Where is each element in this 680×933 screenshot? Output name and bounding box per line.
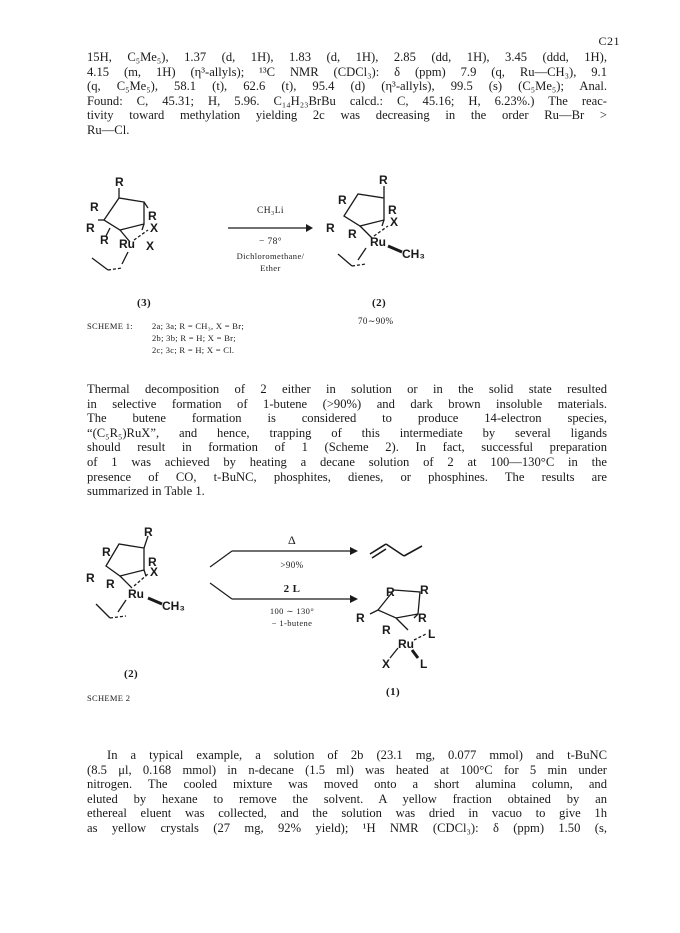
- text-line: summarized in Table 1.: [87, 484, 205, 499]
- scheme2-label-compound-1: (1): [386, 686, 401, 698]
- text-line: “(C₅R₅)RuX”, and hence, trapping of this intermediate by several ligands: [87, 425, 607, 440]
- r-label: R: [418, 611, 427, 625]
- x-label: X: [150, 565, 159, 579]
- ru-label: Ru: [128, 587, 144, 601]
- scheme2-top-yield: >90%: [280, 560, 304, 570]
- scheme2-butene-loss: − 1-butene: [271, 618, 313, 628]
- text-line: tivity toward methylation yielding 2c was decreasing in the order Ru—Br >: [87, 108, 607, 123]
- scheme1-compound-3-structure: [86, 175, 196, 290]
- paragraph-thermal-decomposition: [87, 382, 607, 499]
- text-line: of 1 was achieved by heating a decane solution of 2 at 100—130°C in the: [87, 454, 607, 469]
- x-label: X: [382, 657, 391, 671]
- r-label: R: [326, 221, 335, 235]
- r-label: R: [348, 227, 357, 241]
- ru-label: Ru: [398, 637, 414, 651]
- scheme2-temperature: 100 ∼ 130°: [269, 606, 315, 616]
- r-label: R: [115, 175, 124, 189]
- x-label: X: [146, 239, 155, 253]
- text-line: The butene formation is considered to produce 14-electron species,: [87, 411, 607, 426]
- scheme1-caption-row: 2b; 3b; R = H; X = Br;: [152, 333, 236, 343]
- x-label: X: [390, 215, 399, 229]
- scheme1-solvent: Ether: [260, 263, 281, 273]
- text-line: Ru—Cl.: [87, 122, 130, 137]
- r-label: R: [102, 545, 111, 559]
- scheme1-caption-row: 2c; 3c; R = H; X = Cl.: [152, 345, 235, 355]
- page-number: C21: [598, 34, 620, 48]
- text-line: 15H, C₅Me₅), 1.37 (d, 1H), 1.83 (d, 1H), 2.85 (dd, 1H), 3.45 (ddd, 1H),: [87, 50, 607, 64]
- scheme1-temperature: − 78°: [258, 237, 283, 247]
- scheme1-reaction-arrow: [228, 222, 313, 234]
- l-label: L: [420, 657, 428, 671]
- scheme1-label-compound-3: (3): [137, 297, 152, 309]
- scheme1-caption-lead: SCHEME 1:: [87, 321, 133, 331]
- ru-label: Ru: [119, 237, 135, 251]
- r-label: R: [338, 193, 347, 207]
- text-line: (8.5 μl, 0.168 mmol) in n-decane (1.5 ml) was heated at 100°C for 5 min under: [87, 762, 607, 777]
- scheme1-solvent: Dichloromethane/: [236, 251, 305, 261]
- r-label: R: [86, 571, 95, 585]
- scheme2-ligand-reagent: 2 L: [283, 583, 301, 595]
- scheme1-label-compound-2: (2): [372, 297, 387, 309]
- r-label: R: [144, 525, 153, 539]
- text-line: nitrogen. The cooled mixture was moved onto a short alumina column, and: [87, 777, 607, 792]
- scheme2-heat-symbol: Δ: [287, 533, 297, 547]
- l-label: L: [428, 627, 436, 641]
- text-line: Found: C, 45.31; H, 5.96. C₁₄H₂₃BrBu calcd.: C, 45.16; H, 6.23%.) The reac-: [87, 93, 607, 108]
- r-label: R: [382, 623, 391, 637]
- scheme2-compound-2-structure: [86, 526, 201, 636]
- r-label: R: [148, 555, 157, 569]
- ch3-label: CH₃: [402, 247, 425, 261]
- scheme2-label-compound-2: (2): [124, 668, 139, 680]
- ch3-label: CH₃: [162, 599, 185, 613]
- r-label: R: [100, 233, 109, 247]
- text-line: 4.15 (m, 1H) (η³-allyls); ¹³C NMR (CDCl₃): δ (ppm) 7.9 (q, Ru—CH₃), 9.1: [87, 64, 607, 79]
- r-label: R: [420, 583, 429, 597]
- text-line: as yellow crystals (27 mg, 92% yield); ¹H NMR (CDCl₃): δ (ppm) 1.50 (s,: [87, 820, 607, 835]
- r-label: R: [106, 577, 115, 591]
- scheme1-reagent: CH₃Li: [257, 206, 284, 216]
- text-line: presence of CO, t-BuNC, phosphites, dienes, or phosphines. The results are: [87, 469, 607, 484]
- r-label: R: [356, 611, 365, 625]
- text-line: In a typical example, a solution of 2b (23.1 mg, 0.077 mmol) and t-BuNC: [107, 748, 607, 762]
- scheme2-compound-1-structure: [356, 580, 466, 684]
- text-line: Thermal decomposition of 2 either in solution or in the solid state resulted: [87, 382, 607, 396]
- r-label: R: [86, 221, 95, 235]
- r-label: R: [388, 203, 397, 217]
- scheme1-yield: 70∼90%: [358, 316, 394, 326]
- text-line: eluted by hexane to remove the solvent. A yellow fraction obtained by an: [87, 791, 607, 806]
- text-line: in selective formation of 1-butene (>90%) and dark brown insoluble materials.: [87, 396, 607, 411]
- scheme2-butene-structure: [368, 538, 438, 562]
- text-line: (q, C₅Me₅), 58.1 (t), 62.6 (t), 95.4 (d) (η³-allyls), 99.5 (s) (C₅Me₅); Anal.: [87, 79, 607, 94]
- x-label: X: [150, 221, 159, 235]
- r-label: R: [386, 585, 395, 599]
- r-label: R: [90, 200, 99, 214]
- scheme1-caption-row: 2a; 3a; R = CH₃, X = Br;: [152, 321, 244, 331]
- r-label: R: [379, 173, 388, 187]
- scheme2-caption: SCHEME 2: [87, 693, 131, 703]
- text-line: ethereal eluent was collected, and the solution was dried in vacuo to give 1h: [87, 806, 607, 821]
- paragraph-nmr-data: [87, 50, 607, 138]
- paragraph-typical-example: [87, 748, 607, 836]
- r-label: R: [148, 209, 157, 223]
- text-line: should result in formation of 1 (Scheme 2). In fact, successful preparation: [87, 440, 607, 455]
- ru-label: Ru: [370, 235, 386, 249]
- scheme1-compound-2-structure: [326, 174, 446, 284]
